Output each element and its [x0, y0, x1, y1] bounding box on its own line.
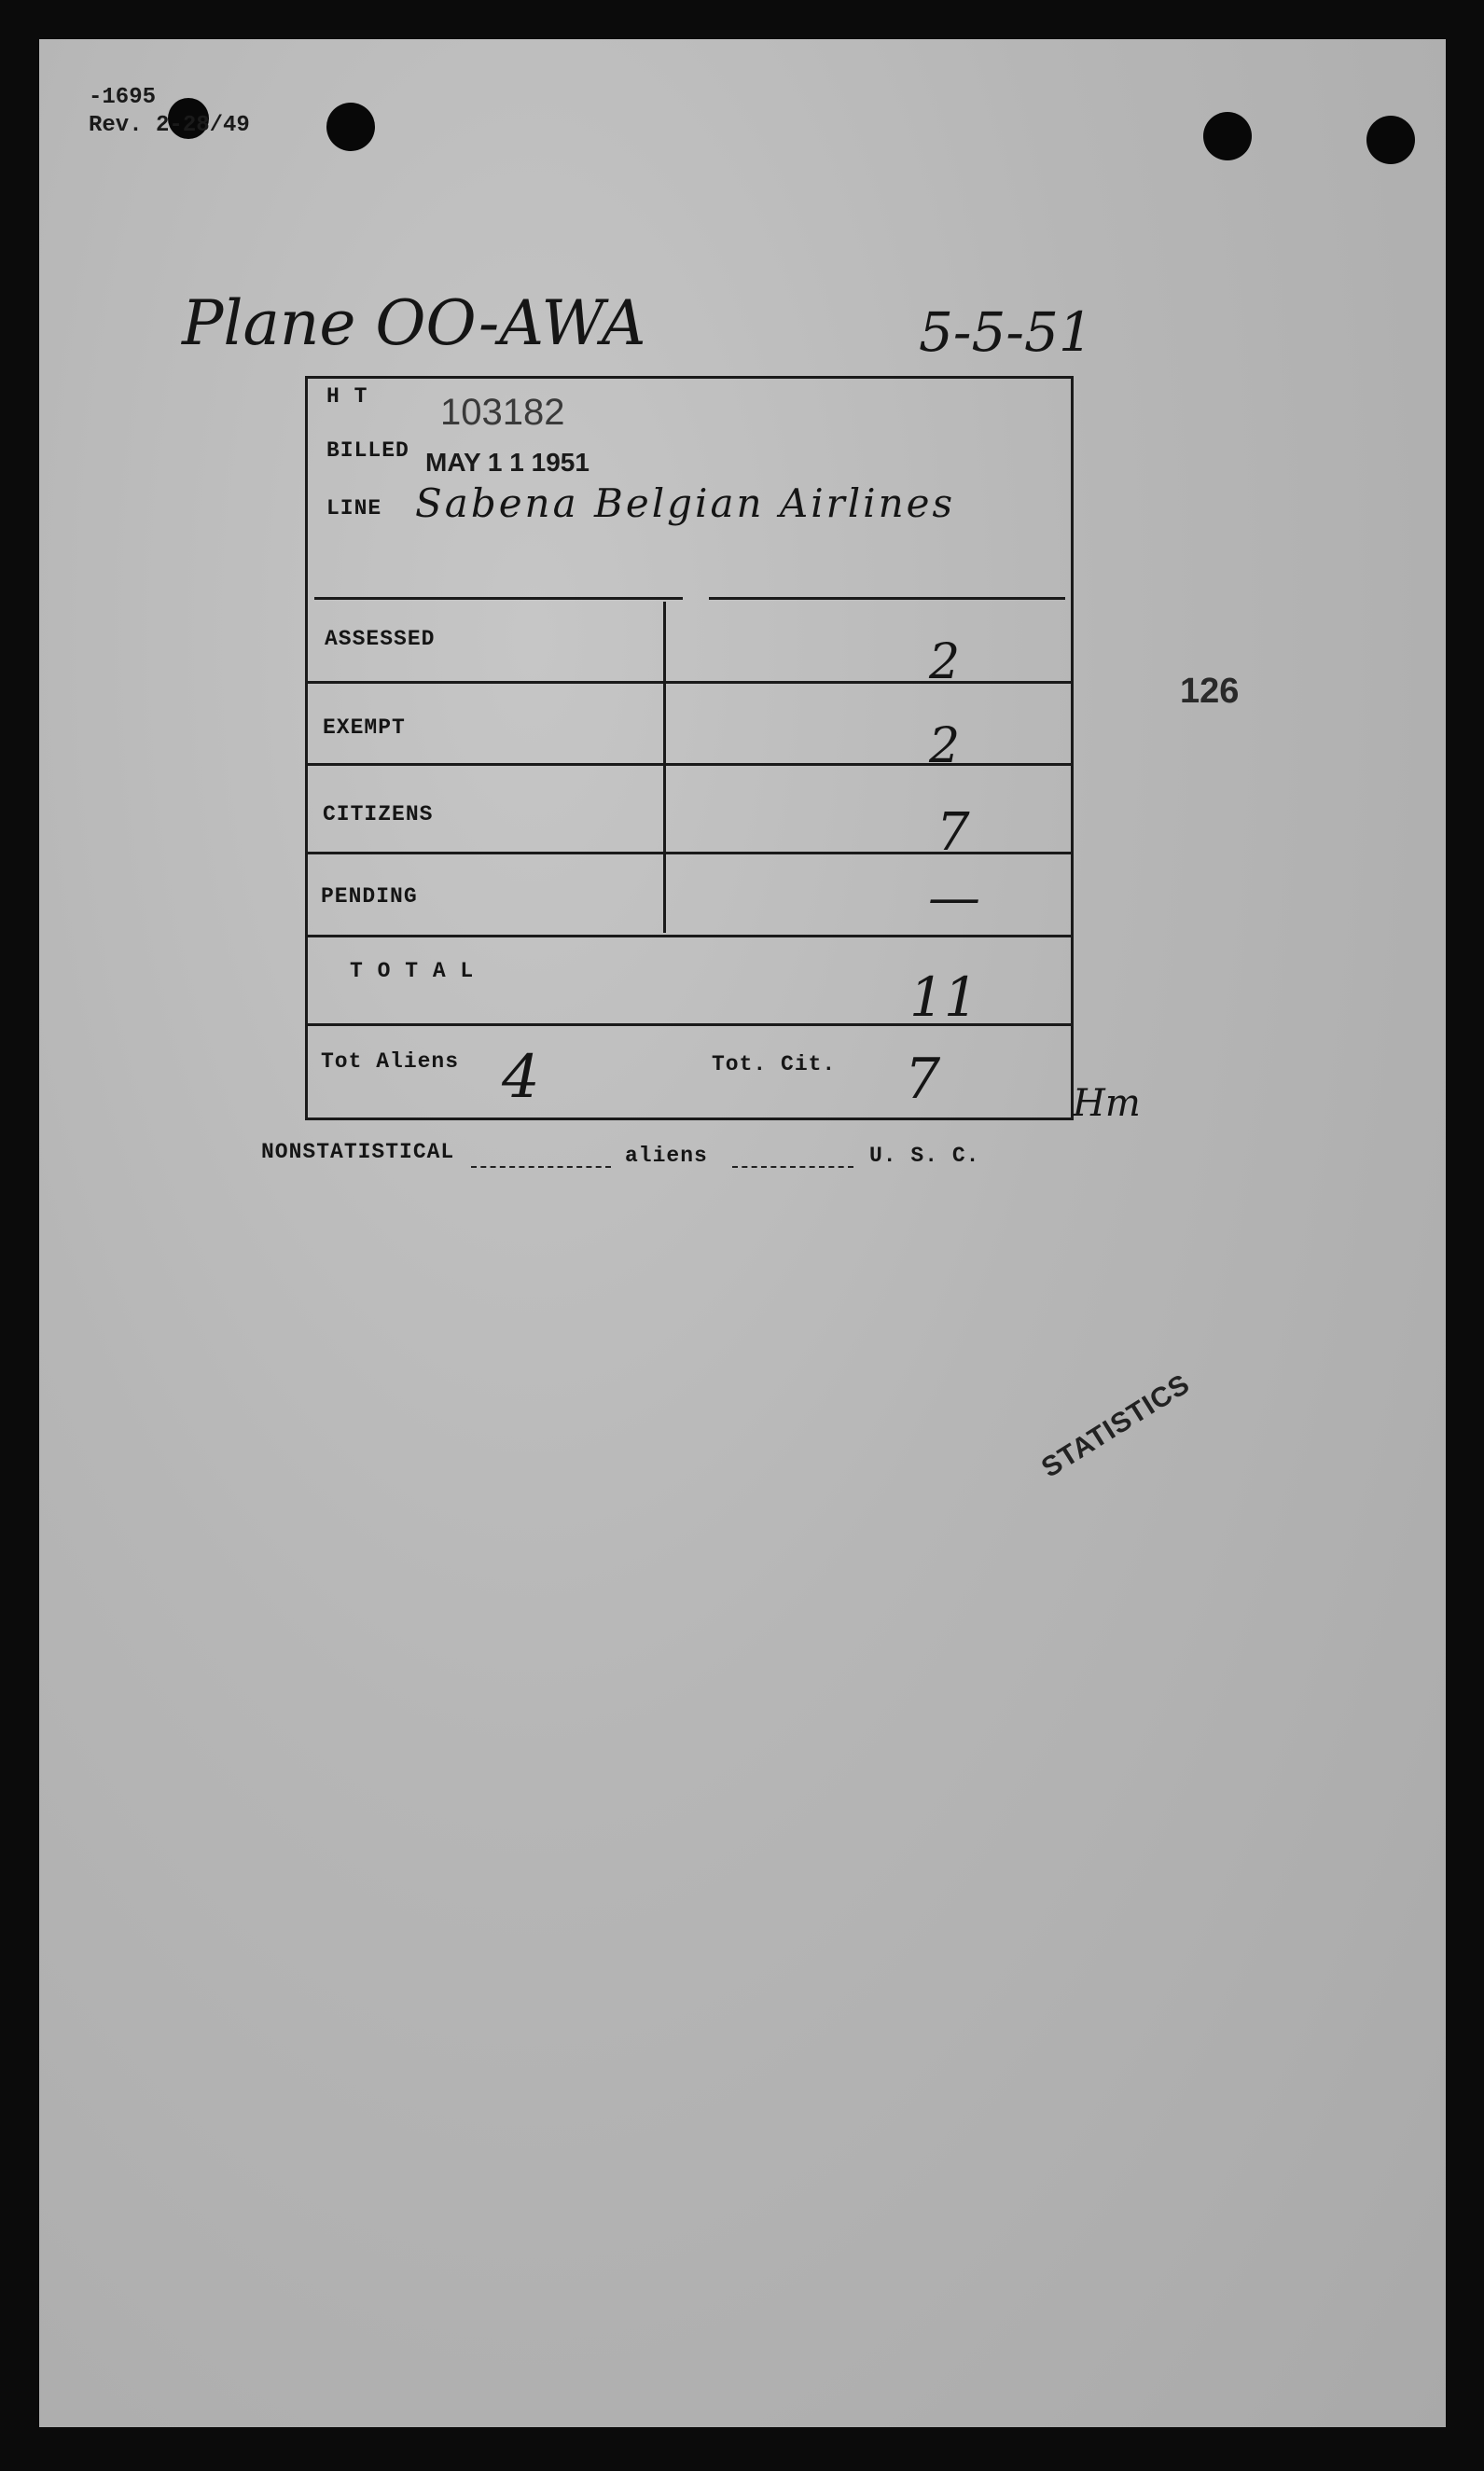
- tot-aliens-label: Tot Aliens: [321, 1049, 460, 1074]
- tot-aliens-value: 4: [502, 1043, 540, 1112]
- table-top-border: [305, 376, 1074, 379]
- form-code-line2: Rev. 2-28/49: [89, 113, 250, 138]
- usc-label: U. S. C.: [869, 1144, 980, 1168]
- initials: Hm: [1073, 1082, 1141, 1125]
- table-right-border: [1071, 378, 1074, 1119]
- row-value-citizens: 7: [936, 802, 970, 863]
- billed-date: MAY 1 1 1951: [425, 448, 589, 477]
- nonstatistical-aliens-blank: [471, 1166, 611, 1168]
- document-page: [39, 39, 1446, 2427]
- punch-hole-right: [1203, 112, 1252, 160]
- row-value-assessed: 2: [929, 634, 961, 690]
- statistics-stamp: STATISTICS: [1035, 1367, 1196, 1484]
- header-date: 5-5-51: [919, 300, 1093, 364]
- tot-cit-value: 7: [905, 1047, 941, 1112]
- total-label: T O T A L: [350, 959, 475, 983]
- plane-label: Plane OO-AWA: [182, 287, 646, 359]
- row-label-pending: PENDING: [321, 884, 418, 909]
- nonstatistical-usc-blank: [732, 1166, 853, 1168]
- tot-cit-label: Tot. Cit.: [712, 1052, 837, 1076]
- form-code-line1: -1695: [89, 85, 157, 110]
- punch-hole-far-right: [1366, 116, 1415, 164]
- line-label: LINE: [326, 496, 382, 521]
- side-number: 126: [1180, 672, 1240, 711]
- billed-label: BILLED: [326, 438, 409, 463]
- table-bottom-border: [305, 1118, 1074, 1120]
- row-value-pending: —: [928, 868, 980, 928]
- row-label-citizens: CITIZENS: [323, 802, 434, 826]
- value-column-top-rule: [709, 597, 1065, 600]
- row-value-exempt: 2: [929, 718, 961, 774]
- line-value: Sabena Belgian Airlines: [415, 480, 956, 526]
- nonstatistical-label: NONSTATISTICAL: [261, 1140, 455, 1164]
- row-rule-4: [308, 935, 1071, 937]
- ht-number: 103182: [440, 392, 565, 433]
- column-divider: [663, 602, 666, 933]
- table-left-border: [305, 378, 308, 1119]
- total-value: 11: [909, 965, 978, 1029]
- form-code: [89, 84, 250, 140]
- label-column-top-rule: [314, 597, 683, 600]
- row-label-assessed: ASSESSED: [325, 627, 436, 651]
- ht-label: H T: [326, 384, 368, 409]
- punch-hole-left: [326, 103, 375, 151]
- row-label-exempt: EXEMPT: [323, 715, 406, 740]
- aliens-label: aliens: [625, 1144, 708, 1168]
